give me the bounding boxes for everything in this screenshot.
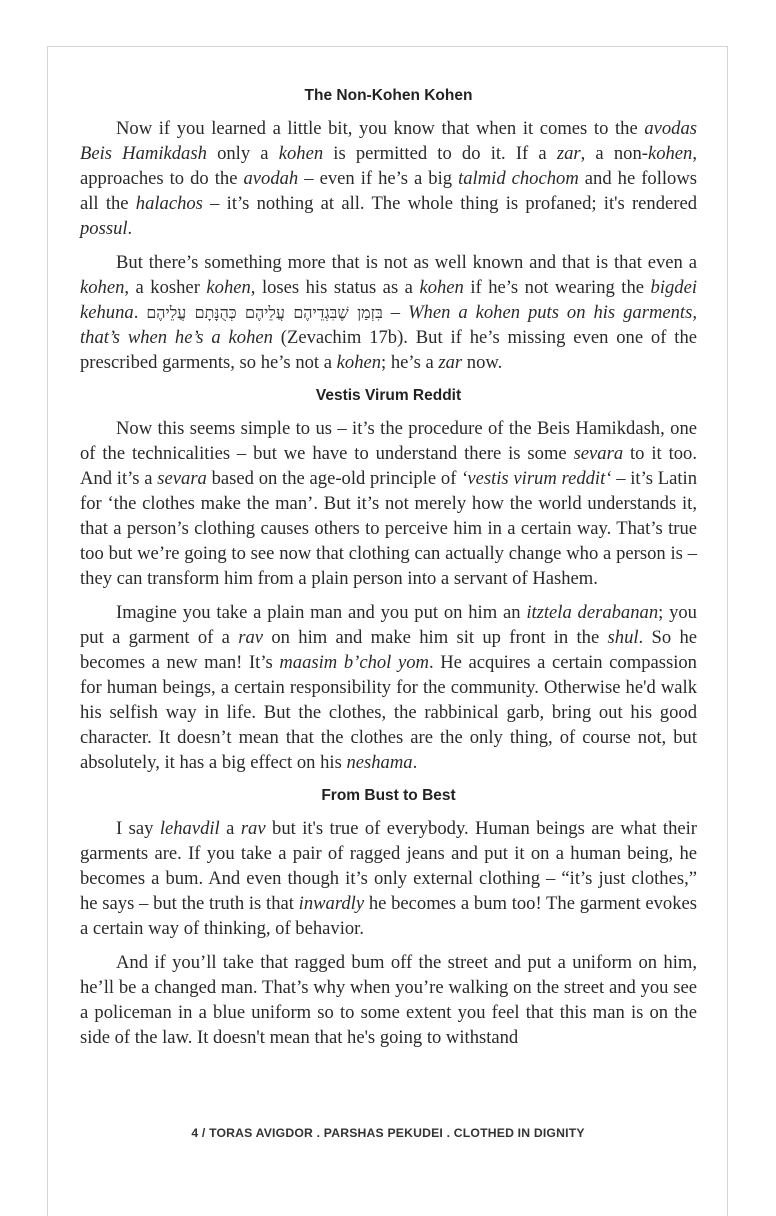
italic-term: lehavdil <box>159 818 220 839</box>
italic-term: maasim b’chol yom <box>279 652 429 673</box>
italic-term: halachos <box>135 193 203 214</box>
paragraph <box>80 250 697 375</box>
paragraph <box>80 416 697 591</box>
italic-term: itztela derabanan <box>526 602 659 623</box>
italic-term: possul <box>80 218 128 239</box>
italic-term: zar <box>556 143 581 164</box>
text-run: based on the age-old principle of <box>206 468 462 489</box>
italic-term: kohen <box>419 277 464 298</box>
text-run: but it's true of everybody. Human beings are what their garments are. If you take a pair of ragged jeans and put it on a human being, he becomes a bum. And even though it’s only external clothing – “it’s just clothes,” he says – but the truth is that <box>80 818 697 914</box>
text-run: to it too. And it’s a <box>80 443 697 489</box>
paragraph <box>80 950 697 1050</box>
italic-term: zar <box>438 352 463 373</box>
italic-term: shul <box>607 627 639 648</box>
section-non-kohen-kohen <box>80 84 697 375</box>
italic-term: rav <box>240 818 266 839</box>
text-run: on him and make him sit up front in the <box>263 627 608 648</box>
text-run: Now this seems simple to us – it’s the procedure of the Beis Hamikdash, one of the technicalities – but we have to understand there is some <box>80 418 697 464</box>
paragraph <box>80 816 697 941</box>
text-run: . <box>127 218 133 239</box>
italic-term: ‘vestis virum reddit‘ <box>461 468 612 489</box>
text-run: only a <box>206 143 279 164</box>
italic-term: sevara <box>157 468 207 489</box>
italic-term: inwardly <box>298 893 365 914</box>
paragraph <box>80 600 697 775</box>
section-from-bust-to-best <box>80 784 697 1050</box>
text-run: . <box>412 752 418 773</box>
hebrew-quote: בִּזְמַן שֶׁבִּגְדֵיהֶם עֲלֵיהֶם כְּהֻנָּתָם עֲלֵיהֶם <box>146 303 383 322</box>
text-run: . So he becomes a new man! It’s <box>80 627 697 673</box>
text-run: he becomes a bum too! The garment evokes a certain way of thinking, of behavior. <box>80 893 697 939</box>
italic-term: neshama <box>346 752 413 773</box>
text-run: – even if he’s a big <box>298 168 459 189</box>
text-run: and he follows all the <box>80 168 698 214</box>
text-run: But there’s something more that is not as well known and that is that even a <box>116 252 697 273</box>
text-run: – <box>382 302 409 323</box>
text-run: is permitted to do it. If a <box>323 143 557 164</box>
text-run: . <box>133 302 147 323</box>
italic-term: rav <box>238 627 264 648</box>
document-body <box>80 84 697 1050</box>
italic-term: sevara <box>573 443 624 464</box>
text-run: ; he’s a <box>381 352 439 373</box>
text-run: I say <box>116 818 160 839</box>
text-run: ; you put a garment of a <box>80 602 697 648</box>
italic-term: bigdei kehuna <box>80 277 698 323</box>
text-run: , loses his status as a <box>250 277 420 298</box>
section-heading: Vestis Virum Reddit <box>315 387 462 404</box>
section-vestis-virum-reddit <box>80 384 697 775</box>
italic-term: kohen <box>336 352 382 373</box>
page-footer: 4 / TORAS AVIGDOR . PARSHAS PEKUDEI . CLOTHED IN DIGNITY <box>191 1126 585 1140</box>
italic-term: talmid chochom <box>458 168 579 189</box>
italic-term: avodas Beis Hamikdash <box>80 118 697 164</box>
italic-term: kohen <box>647 143 693 164</box>
section-heading: The Non-Kohen Kohen <box>304 87 473 104</box>
italic-term: kohen <box>278 143 324 164</box>
italic-term: kohen <box>80 277 125 298</box>
italic-term: avodah <box>243 168 299 189</box>
paragraph <box>80 116 697 241</box>
text-run: , a non- <box>580 143 648 164</box>
text-run: And if you’ll take that ragged bum off the street and put a uniform on him, he’ll be a changed man. That’s why when you’re walking on the street and you see a policeman in a blue uniform so to some extent you feel that this man is on the side of the law. It doesn't mean that he's going to withstand <box>80 952 697 1048</box>
text-run: – it’s nothing at all. The whole thing is profaned; it's rendered <box>202 193 697 214</box>
section-heading: From Bust to Best <box>321 787 456 804</box>
text-run: now. <box>462 352 503 373</box>
italic-term: kohen <box>206 277 251 298</box>
text-run: Now if you learned a little bit, you know that when it comes to the <box>116 118 645 139</box>
text-run: Imagine you take a plain man and you put on him an <box>116 602 527 623</box>
text-run: a <box>219 818 241 839</box>
italic-term: When a kohen puts on his garments, that’s when he’s a kohen <box>80 302 697 348</box>
text-run: . He acquires a certain compassion for human beings, a certain responsibility for the community. Otherwise he'd walk his selfish way in life. But the clothes, the rabbinical garb, bring out his good character. It doesn’t mean that the clothes are the only thing, of course not, but absolutely, it has a big effect on his <box>80 652 697 773</box>
text-run: – it’s Latin for ‘the clothes make the man’. But it’s not merely how the world understands it, that a person’s clothing causes others to perceive him in a certain way. That’s true too but we’re going to see now that clothing can actually change who a person is – they can transform him from a plain person into a servant of Hashem. <box>80 468 697 589</box>
text-run: , approaches to do the <box>80 143 697 189</box>
text-run: (Zevachim 17b). But if he’s missing even one of the prescribed garments, so he’s not a <box>80 327 697 373</box>
text-run: , a kosher <box>124 277 207 298</box>
text-run: if he’s not wearing the <box>463 277 651 298</box>
